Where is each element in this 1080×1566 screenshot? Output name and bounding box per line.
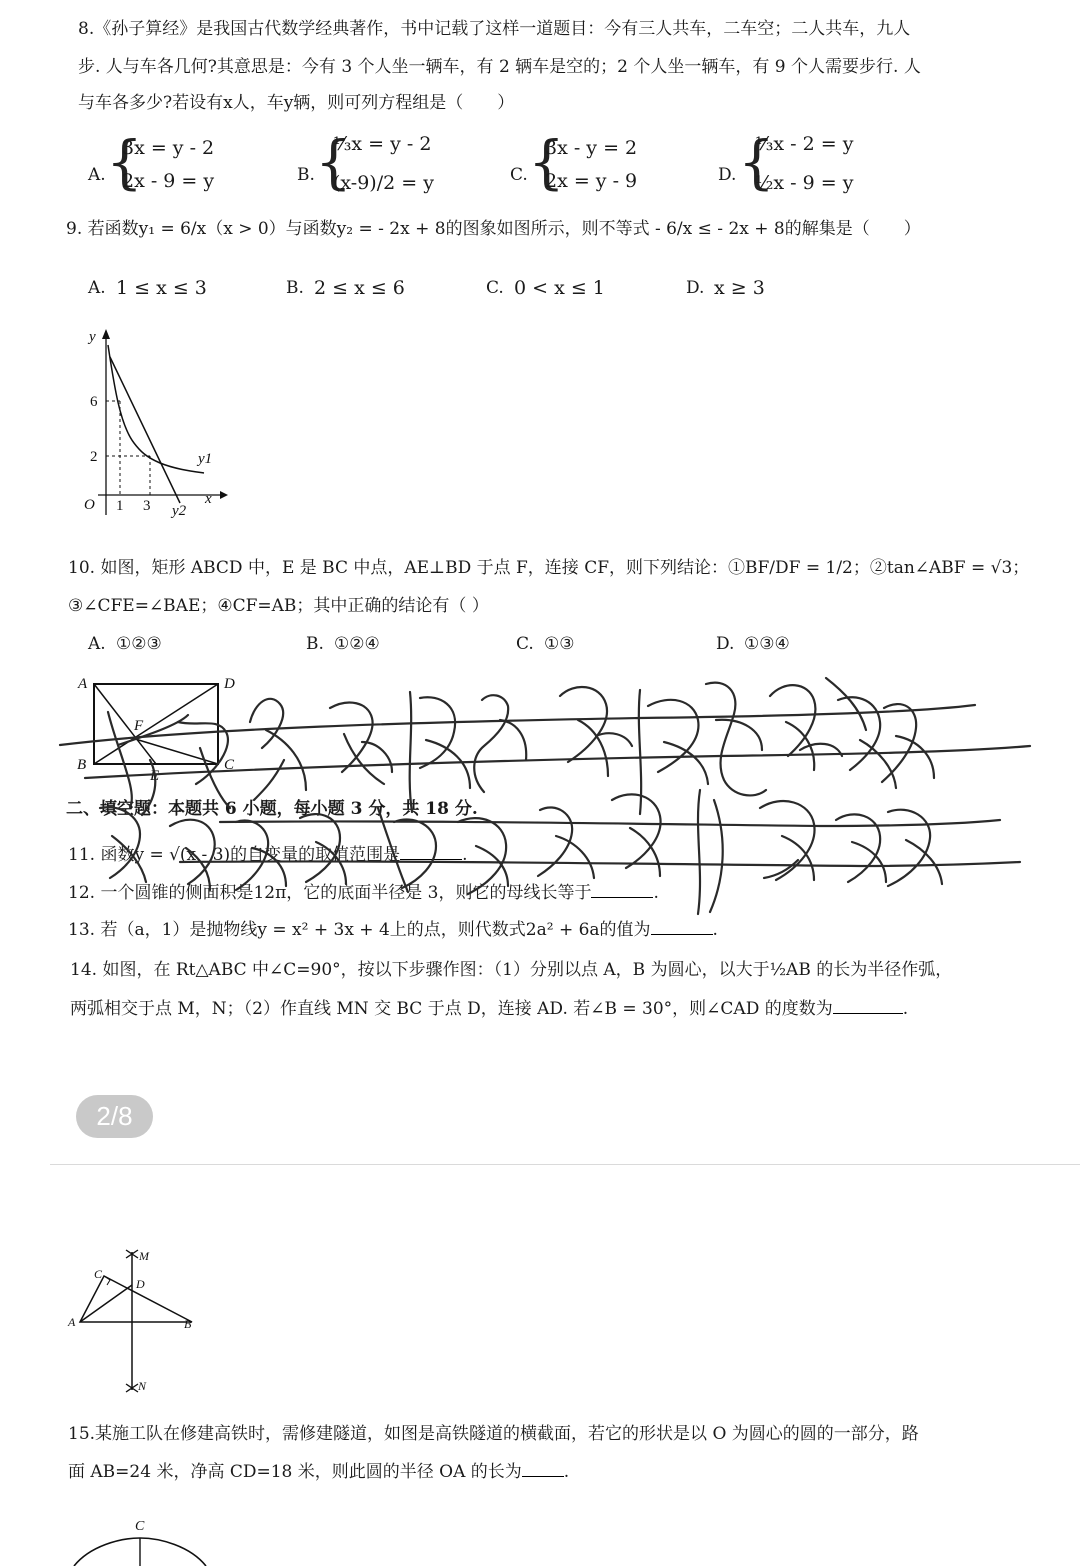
- q14-triangle-figure: [66, 1248, 206, 1398]
- label-a: A: [78, 676, 88, 692]
- label-c: C: [224, 757, 235, 773]
- label-e: E: [150, 768, 160, 784]
- q11-text: 11. 函数y = √(x - 3)的自变量的取值范围是: [68, 845, 401, 865]
- label-d: D: [224, 676, 235, 692]
- q15-tunnel-figure: [60, 1510, 240, 1566]
- option-label: B.: [306, 634, 324, 654]
- option-text: 2 ≤ x ≤ 6: [314, 277, 405, 299]
- y-tick-6: 6: [90, 394, 98, 410]
- label-c: C: [135, 1519, 145, 1534]
- option-label: D.: [718, 165, 737, 185]
- q15-line1: 15.某施工队在修建高铁时，需修建隧道，如图是高铁隧道的横截面，若它的形状是以 O 为圆心的圆的一部分，路: [68, 1424, 919, 1444]
- equation: 3x - y = 2: [545, 137, 638, 159]
- option-label: C.: [486, 278, 504, 298]
- label-f: F: [134, 718, 144, 734]
- option-label: C.: [516, 634, 534, 654]
- q13: 13. 若（a，1）是抛物线y = x² + 3x + 4上的点，则代数式2a² + 6a的值为 .: [68, 920, 718, 940]
- q14-line2: 两弧相交于点 M，N；（2）作直线 MN 交 BC 于点 D，连接 AD. 若∠B = 30°，则∠CAD 的度数为 .: [70, 999, 909, 1019]
- page-divider: [50, 1164, 1080, 1165]
- scribble-strokes: [60, 678, 1030, 914]
- line-y2-label: y2: [172, 503, 187, 519]
- curve-y1-label: y1: [198, 451, 213, 467]
- option-text: 1 ≤ x ≤ 3: [116, 277, 207, 299]
- x-axis-label: x: [205, 491, 212, 507]
- q8-line2: 步. 人与车各几何?其意思是：今有 3 个人坐一辆车，有 2 辆车是空的；2 个人坐一辆车，有 9 个人需要步行. 人: [78, 57, 921, 77]
- option-label: C.: [510, 165, 528, 185]
- equation: ⅓x = y - 2: [333, 133, 432, 155]
- label-c: C: [94, 1267, 103, 1281]
- q10-line1: 10. 如图，矩形 ABCD 中，E 是 BC 中点，AE⊥BD 于点 F，连接 CF，则下列结论：①BF/DF = 1/2；②tan∠ABF = √3；: [68, 558, 1030, 578]
- equation: (x-9)/2 = y: [333, 172, 434, 194]
- q9-stem: 9. 若函数y₁ = 6/x（x > 0）与函数y₂ = - 2x + 8的图象如图所示，则不等式 - 6/x ≤ - 2x + 8的解集是（ ）: [66, 219, 921, 239]
- q11: 11. 函数y = √(x - 3)的自变量的取值范围是 .: [68, 845, 468, 865]
- q14-line2-text: 两弧相交于点 M，N；（2）作直线 MN 交 BC 于点 D，连接 AD. 若∠B = 30°，则∠CAD 的度数为: [70, 999, 833, 1019]
- option-text: ①②③: [116, 634, 162, 654]
- label-b: B: [77, 757, 87, 773]
- brace-icon: {: [528, 128, 565, 196]
- option-label: A.: [88, 278, 106, 298]
- option-text: ①②④: [334, 634, 380, 654]
- option-text: ①③④: [744, 634, 790, 654]
- q14-line1: 14. 如图，在 Rt△ABC 中∠C=90°，按以下步骤作图：（1）分别以点 A，B 为圆心，以大于½AB 的长为半径作弧，: [70, 960, 953, 980]
- option-label: B.: [297, 165, 315, 185]
- answer-blank: [522, 1460, 564, 1477]
- equation: ½x - 9 = y: [755, 172, 854, 194]
- option-label: D.: [686, 278, 705, 298]
- origin-label: O: [84, 497, 95, 513]
- brace-icon: {: [738, 128, 775, 196]
- option-label: A.: [88, 634, 106, 654]
- q12-text: 12. 一个圆锥的侧面积是12π，它的底面半径是 3，则它的母线长等于: [68, 883, 592, 903]
- label-d: D: [136, 1277, 145, 1291]
- option-text: ①③: [544, 634, 575, 654]
- option-text: x ≥ 3: [714, 277, 765, 299]
- q8-line1: 8.《孙子算经》是我国古代数学经典著作，书中记载了这样一道题目：今有三人共车，二车空；二人共车，九人: [78, 19, 911, 39]
- equation: 2x = y - 9: [545, 170, 638, 192]
- q10-line2: ③∠CFE=∠BAE；④CF=AB；其中正确的结论有（ ）: [68, 596, 489, 616]
- option-text: 0 < x ≤ 1: [514, 277, 605, 299]
- segment-ad: [80, 1285, 132, 1322]
- section-2-title: 二、填空题：本题共 6 小题，每小题 3 分，共 18 分.: [66, 799, 478, 819]
- q8-line3: 与车各多少?若设有x人，车y辆，则可列方程组是（ ）: [78, 93, 515, 113]
- x-tick-1: 1: [116, 498, 124, 514]
- brace-icon: {: [106, 128, 143, 196]
- page-indicator: 2/8: [76, 1095, 153, 1138]
- y-tick-2: 2: [90, 449, 98, 465]
- brace-icon: {: [315, 128, 352, 196]
- equation: ⅓x - 2 = y: [755, 133, 854, 155]
- option-label: D.: [716, 634, 735, 654]
- option-label: A.: [88, 165, 106, 185]
- equation: 2x - 9 = y: [122, 170, 215, 192]
- label-a: A: [68, 1315, 76, 1329]
- option-label: B.: [286, 278, 304, 298]
- label-b: B: [184, 1317, 192, 1331]
- equation: 3x = y - 2: [122, 137, 215, 159]
- label-m: M: [139, 1249, 149, 1263]
- x-tick-3: 3: [143, 498, 151, 514]
- q12: 12. 一个圆锥的侧面积是12π，它的底面半径是 3，则它的母线长等于 .: [68, 883, 659, 903]
- q13-text: 13. 若（a，1）是抛物线y = x² + 3x + 4上的点，则代数式2a² + 6a的值为: [68, 920, 651, 940]
- q15-line2: 面 AB=24 米，净高 CD=18 米，则此圆的半径 OA 的长为 .: [68, 1462, 570, 1482]
- y-axis-label: y: [89, 329, 96, 345]
- label-n: N: [138, 1379, 147, 1393]
- q15-line2-text: 面 AB=24 米，净高 CD=18 米，则此圆的半径 OA 的长为: [68, 1462, 522, 1482]
